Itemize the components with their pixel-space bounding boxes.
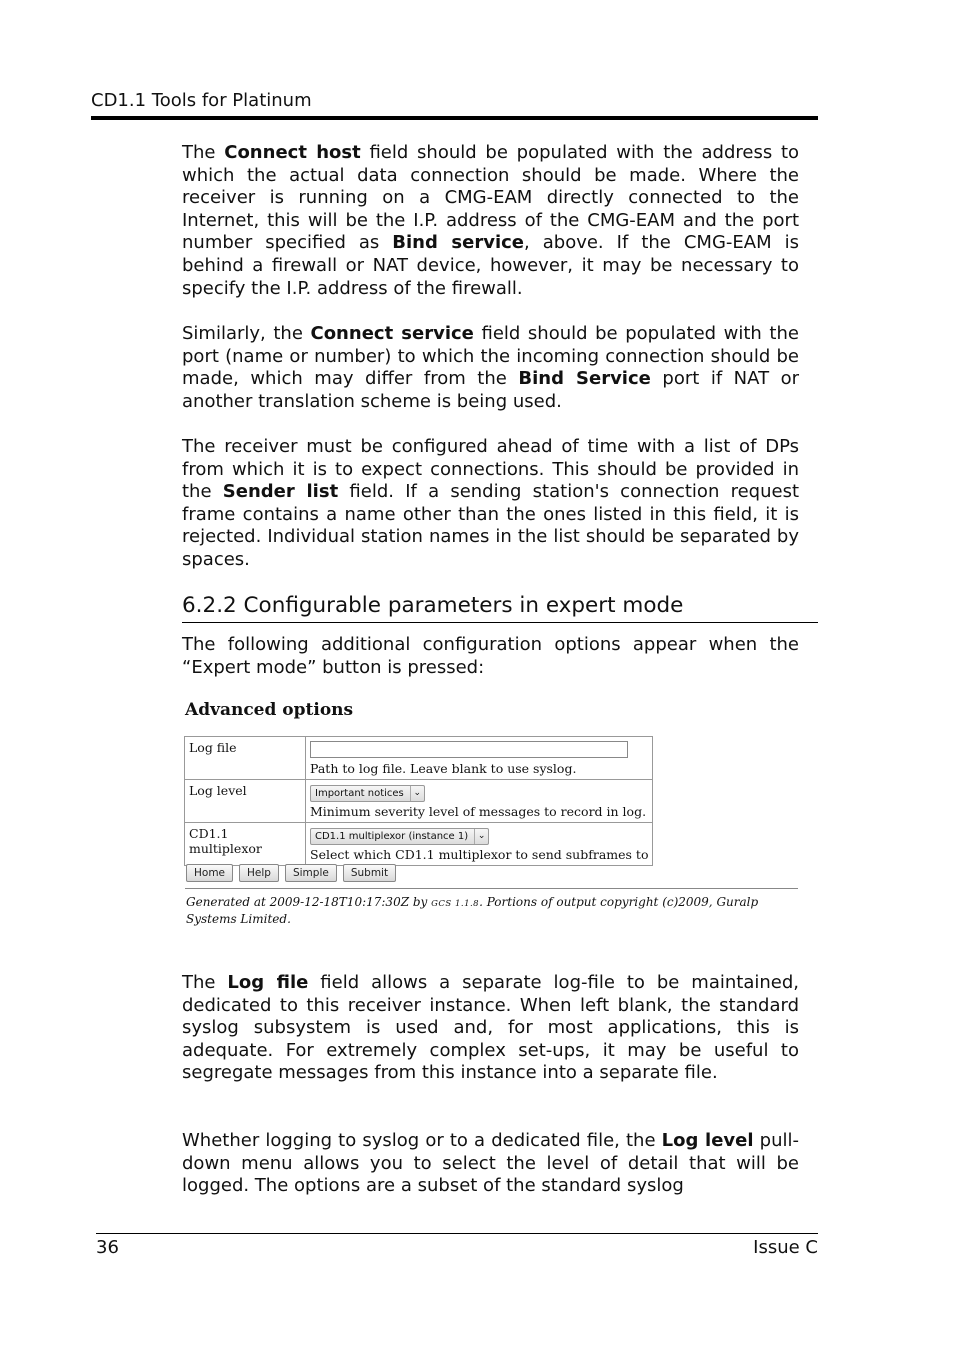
paragraph-connect-service: Similarly, the Connect service field should be populated with the port (name or number) to which the incoming connection should be made, which may differ from the Bind Service port if NAT or another translation scheme is being used. xyxy=(182,323,800,412)
term-connect-host: Connect host xyxy=(224,142,361,163)
simple-button[interactable]: Simple xyxy=(285,864,337,882)
term-connect-service: Connect service xyxy=(310,323,474,344)
section-heading: 6.2.2 Configurable parameters in expert mode xyxy=(182,593,818,623)
page-number: 36 xyxy=(96,1237,119,1258)
multiplexor-hint: Select which CD1.1 multiplexor to send subframes to xyxy=(310,847,649,862)
generated-note: Generated at 2009-12-18T10:17:30Z by GCS 1.1.8. Portions of output copyright (c)2009, Guralp Systems Limited. xyxy=(186,895,759,926)
log-level-select[interactable]: Important notices ⌄ xyxy=(310,785,425,802)
help-button[interactable]: Help xyxy=(239,864,279,882)
multiplexor-label: CD1.1 multiplexor xyxy=(185,823,306,866)
home-button[interactable]: Home xyxy=(186,864,233,882)
log-level-label: Log level xyxy=(185,780,306,823)
term-bind-service-2: Bind Service xyxy=(518,368,651,390)
button-row xyxy=(186,864,396,882)
term-log-file: Log file xyxy=(227,972,309,993)
footer-rule xyxy=(96,1233,818,1234)
log-file-label: Log file xyxy=(185,737,306,780)
paragraph-sender-list: The receiver must be configured ahead of time with a list of DPs from which it is to expect connections. This should be provided in the Sender list field. If a sending station's connection request frame contains a name other than the ones listed in this field, it is rejected. Individual station names in the list should be separated by spaces. xyxy=(182,436,799,570)
version-label: GCS 1.1.8 xyxy=(431,899,480,909)
running-header: CD1.1 Tools for Platinum xyxy=(91,90,312,111)
submit-button[interactable]: Submit xyxy=(343,864,396,882)
chevron-down-icon: ⌄ xyxy=(474,829,488,844)
term-log-level: Log level xyxy=(661,1130,754,1151)
advanced-options-screenshot xyxy=(182,698,802,933)
screenshot-divider xyxy=(185,888,798,889)
term-sender-list: Sender list xyxy=(222,481,339,503)
paragraph-expert-intro: The following additional configuration options appear when the “Expert mode” button is pressed: xyxy=(182,634,799,678)
log-file-hint: Path to log file. Leave blank to use syslog. xyxy=(310,761,577,776)
issue-label: Issue C xyxy=(753,1237,818,1258)
paragraph-connect-host: The Connect host field should be populated with the address to which the actual data connection should be made. Where the receiver is running on a CMG-EAM directly connected to the Internet, this will be the I.P. address of the CMG-EAM and the port number specified as Bind service, above. If the CMG-EAM is behind a firewall or NAT device, however, it may be necessary to specify the I.P. address of the firewall. xyxy=(182,142,800,299)
paragraph-log-level: Whether logging to syslog or to a dedicated file, the Log level pull-down menu allows you to select the level of detail that will be logged. The options are a subset of the standard syslog xyxy=(182,1130,799,1197)
chevron-down-icon: ⌄ xyxy=(410,786,424,801)
log-level-hint: Minimum severity level of messages to record in log. xyxy=(310,804,647,819)
header-rule xyxy=(91,116,818,120)
table-row xyxy=(185,823,653,866)
term-bind-service: Bind service xyxy=(392,232,525,254)
log-file-input[interactable] xyxy=(310,741,628,758)
table-row xyxy=(185,737,653,780)
paragraph-log-file: The Log file field allows a separate log-file to be maintained, dedicated to this receiver instance. When left blank, the standard syslog subsystem is used and, for most applications, this is adequate. For extremely complex set-ups, it may be useful to segregate messages from this instance into a separate file. xyxy=(182,972,799,1084)
options-table xyxy=(184,736,653,866)
multiplexor-select[interactable]: CD1.1 multiplexor (instance 1) ⌄ xyxy=(310,828,489,845)
advanced-options-title: Advanced options xyxy=(185,700,354,720)
table-row xyxy=(185,780,653,823)
